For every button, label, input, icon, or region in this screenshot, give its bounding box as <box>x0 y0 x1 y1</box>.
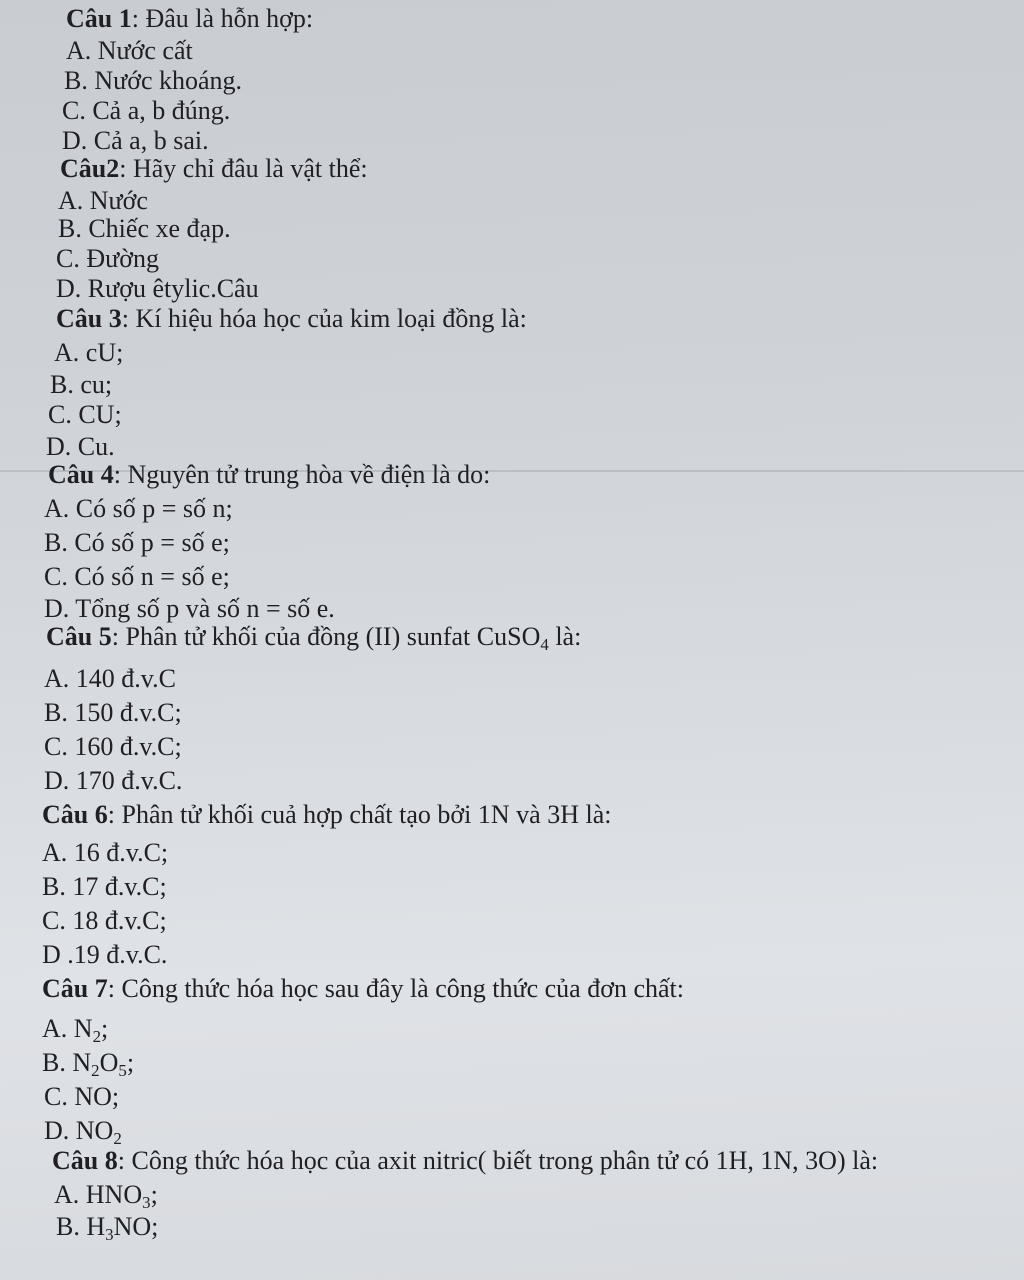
question-8-text: Công thức hóa học của axit nitric( biết trong phân tử có 1H, 1N, 3O) là: <box>131 1146 879 1175</box>
q4-option-c: C. Có số n = số e; <box>44 562 230 591</box>
q1-option-a: A. Nước cất <box>66 36 193 65</box>
q8-option-a: A. $HNO_3$; <box>54 1180 158 1213</box>
q2-option-b: B. Chiếc xe đạp. <box>58 214 231 243</box>
q1-option-b: B. Nước khoáng. <box>64 66 243 95</box>
question-8: Câu 8: Công thức hóa học của axit nitric( biết trong phân tử có 1H, 1N, 3O) là: <box>52 1146 879 1175</box>
q6-option-c: C. 18 đ.v.C; <box>42 906 167 935</box>
question-5: Câu 5: Phân tử khối của đồng (II) sunfat CuSO$_4$ là: <box>46 622 582 655</box>
q3-option-c: C. CU; <box>48 400 122 429</box>
q2-option-c: C. Đường <box>56 244 159 273</box>
question-3-text: Kí hiệu hóa học của kim loại đồng là: <box>135 304 527 333</box>
q3-option-b: B. cu; <box>50 370 113 399</box>
q3-option-d: D. Cu. <box>46 432 115 461</box>
q5-option-b: B. 150 đ.v.C; <box>44 698 182 727</box>
question-5-text: Phân tử khối của đồng (II) sunfat CuSO$_4$ là: <box>125 622 582 655</box>
q2-option-d: D. Rượu êtylic.Câu <box>56 274 259 303</box>
q7-option-a: A. $N_2$; <box>42 1014 109 1047</box>
q6-option-d: D .19 đ.v.C. <box>42 940 168 969</box>
question-3: Câu 3: Kí hiệu hóa học của kim loại đồng là: <box>56 304 527 333</box>
question-1-label: Câu 1 <box>66 4 132 33</box>
q1-option-c: C. Cả a, b đúng. <box>62 96 231 125</box>
question-5-label: Câu 5 <box>46 622 112 651</box>
q7-option-c: C. NO; <box>44 1082 120 1111</box>
q6-option-b: B. 17 đ.v.C; <box>42 872 167 901</box>
question-4-label: Câu 4 <box>48 460 114 489</box>
q4-option-a: A. Có số p = số n; <box>44 494 233 523</box>
question-8-label: Câu 8 <box>52 1146 118 1175</box>
q2-option-a: A. Nước <box>58 186 148 215</box>
q5-option-d: D. 170 đ.v.C. <box>44 766 183 795</box>
q5-option-c: C. 160 đ.v.C; <box>44 732 182 761</box>
q5-option-a: A. 140 đ.v.C <box>44 664 176 693</box>
q4-option-d: D. Tổng số p và số n = số e. <box>44 594 335 623</box>
question-2: Câu2: Hãy chỉ đâu là vật thể: <box>60 154 368 183</box>
question-1-text: Đâu là hỗn hợp: <box>145 4 314 33</box>
question-7: Câu 7: Công thức hóa học sau đây là công thức của đơn chất: <box>42 974 684 1003</box>
q7-option-d: D. $NO_2$ <box>44 1116 122 1149</box>
question-3-label: Câu 3 <box>56 304 122 333</box>
q3-option-a: A. cU; <box>54 338 124 367</box>
q4-option-b: B. Có số p = số e; <box>44 528 230 557</box>
q7-option-b: B. $N_2O_5$; <box>42 1048 135 1081</box>
question-7-label: Câu 7 <box>42 974 108 1003</box>
question-2-text: Hãy chỉ đâu là vật thể: <box>132 154 368 183</box>
question-4-text: Nguyên tử trung hòa về điện là do: <box>127 460 491 489</box>
q6-option-a: A. 16 đ.v.C; <box>42 838 169 867</box>
question-6-label: Câu 6 <box>42 800 108 829</box>
q1-option-d: D. Cả a, b sai. <box>62 126 209 155</box>
question-6-text: Phân tử khối cuả hợp chất tạo bởi 1N và 3H là: <box>121 800 612 829</box>
question-1: Câu 1: Đâu là hỗn hợp: <box>66 4 314 33</box>
question-7-text: Công thức hóa học sau đây là công thức của đơn chất: <box>121 974 684 1003</box>
question-4: Câu 4: Nguyên tử trung hòa về điện là do: <box>48 460 491 489</box>
q8-option-b: B. $H_3NO$; <box>56 1212 159 1245</box>
question-2-label: Câu2 <box>60 154 120 183</box>
question-6: Câu 6: Phân tử khối cuả hợp chất tạo bởi 1N và 3H là: <box>42 800 612 829</box>
